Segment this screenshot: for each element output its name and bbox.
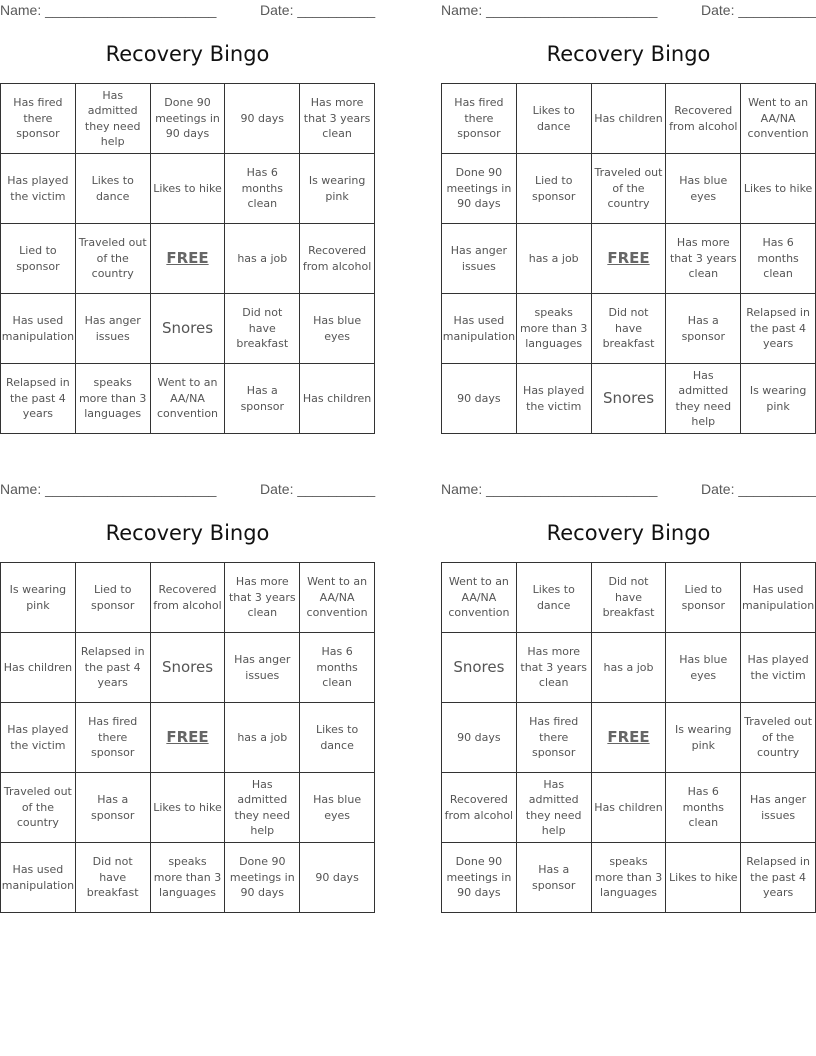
bingo-cell: Has 6 months clean <box>741 224 816 294</box>
bingo-cell: Is wearing pink <box>666 703 741 773</box>
bingo-cell: Has a sponsor <box>76 773 151 843</box>
bingo-cell: Traveled out of the country <box>592 154 667 224</box>
bingo-cell: Went to an AA/NA convention <box>442 563 517 633</box>
name-date-line <box>0 2 375 20</box>
bingo-cell: Has played the victim <box>517 364 592 434</box>
bingo-cell: Has anger issues <box>442 224 517 294</box>
bingo-cell: Traveled out of the country <box>741 703 816 773</box>
bingo-cell: Went to an AA/NA convention <box>151 364 226 434</box>
bingo-cell: Done 90 meetings in 90 days <box>225 843 300 913</box>
bingo-cell: Likes to hike <box>151 773 226 843</box>
bingo-cell: Has more that 3 years clean <box>225 563 300 633</box>
date-field-label: Date: __________ <box>260 2 376 18</box>
name-field-label: Name: ______________________ <box>441 2 658 18</box>
bingo-grid <box>0 83 375 434</box>
free-space: FREE <box>592 703 667 773</box>
bingo-cell: Has used manipulation <box>1 843 76 913</box>
bingo-cell: Did not have breakfast <box>592 563 667 633</box>
bingo-cell: Done 90 meetings in 90 days <box>151 84 226 154</box>
bingo-cell: Has children <box>592 84 667 154</box>
bingo-cell: Has admitted they need help <box>666 364 741 434</box>
bingo-cell: Has children <box>300 364 375 434</box>
bingo-cell: Has used manipulation <box>1 294 76 364</box>
bingo-cell: Has fired there sponsor <box>442 84 517 154</box>
bingo-cell: speaks more than 3 languages <box>151 843 226 913</box>
bingo-card-4 <box>441 479 816 913</box>
free-space: FREE <box>592 224 667 294</box>
bingo-cell: Lied to sponsor <box>1 224 76 294</box>
bingo-cell: Has more that 3 years clean <box>517 633 592 703</box>
bingo-cell: Recovered from alcohol <box>442 773 517 843</box>
bingo-cell: Has children <box>592 773 667 843</box>
bingo-cell: Has played the victim <box>1 154 76 224</box>
card-title: Recovery Bingo <box>105 521 270 545</box>
bingo-grid <box>441 562 816 913</box>
bingo-cell: Has a sponsor <box>225 364 300 434</box>
bingo-card-3 <box>0 479 375 913</box>
bingo-cell: Has blue eyes <box>300 773 375 843</box>
bingo-cell: Has 6 months clean <box>666 773 741 843</box>
bingo-cell: Went to an AA/NA convention <box>300 563 375 633</box>
bingo-cell: Has blue eyes <box>666 154 741 224</box>
bingo-cell: Recovered from alcohol <box>300 224 375 294</box>
card-title: Recovery Bingo <box>105 42 270 66</box>
bingo-cell: Is wearing pink <box>300 154 375 224</box>
bingo-cell: Traveled out of the country <box>1 773 76 843</box>
name-date-line <box>441 481 816 499</box>
bingo-cell: Has fired there sponsor <box>517 703 592 773</box>
bingo-cell: Has a sponsor <box>666 294 741 364</box>
bingo-cell: Has fired there sponsor <box>76 703 151 773</box>
bingo-cell: Likes to dance <box>300 703 375 773</box>
name-date-line <box>441 2 816 20</box>
card-title: Recovery Bingo <box>546 42 711 66</box>
bingo-cell: Has used manipulation <box>741 563 816 633</box>
bingo-cell: Likes to hike <box>741 154 816 224</box>
bingo-cell: Done 90 meetings in 90 days <box>442 154 517 224</box>
bingo-cell: Traveled out of the country <box>76 224 151 294</box>
bingo-cell: Has anger issues <box>76 294 151 364</box>
bingo-cell: Likes to dance <box>76 154 151 224</box>
bingo-cell: Recovered from alcohol <box>666 84 741 154</box>
bingo-cell: has a job <box>517 224 592 294</box>
bingo-cell: Has fired there sponsor <box>1 84 76 154</box>
free-space: FREE <box>151 224 226 294</box>
bingo-cell: speaks more than 3 languages <box>76 364 151 434</box>
bingo-cell: has a job <box>225 703 300 773</box>
bingo-cell: Has 6 months clean <box>300 633 375 703</box>
bingo-cell: speaks more than 3 languages <box>592 843 667 913</box>
bingo-cell: Snores <box>442 633 517 703</box>
bingo-cell: Has blue eyes <box>666 633 741 703</box>
bingo-cell: Lied to sponsor <box>76 563 151 633</box>
bingo-cell: Went to an AA/NA convention <box>741 84 816 154</box>
date-field-label: Date: __________ <box>701 481 816 497</box>
date-field-label: Date: __________ <box>701 2 816 18</box>
bingo-cell: Snores <box>151 294 226 364</box>
bingo-cell: Lied to sponsor <box>666 563 741 633</box>
free-space: FREE <box>151 703 226 773</box>
bingo-cell: Relapsed in the past 4 years <box>1 364 76 434</box>
bingo-cell: Has more that 3 years clean <box>666 224 741 294</box>
bingo-cell: Likes to dance <box>517 563 592 633</box>
bingo-cell: Relapsed in the past 4 years <box>76 633 151 703</box>
bingo-cell: 90 days <box>300 843 375 913</box>
bingo-cell: Has anger issues <box>741 773 816 843</box>
bingo-cell: 90 days <box>442 703 517 773</box>
bingo-cell: Has used manipulation <box>442 294 517 364</box>
bingo-grid <box>0 562 375 913</box>
bingo-cell: Has anger issues <box>225 633 300 703</box>
bingo-cell: Relapsed in the past 4 years <box>741 294 816 364</box>
bingo-grid <box>441 83 816 434</box>
bingo-cell: Snores <box>592 364 667 434</box>
bingo-cell: Likes to hike <box>151 154 226 224</box>
bingo-cell: 90 days <box>225 84 300 154</box>
bingo-card-2 <box>441 0 816 434</box>
bingo-cell: Has children <box>1 633 76 703</box>
name-date-line <box>0 481 375 499</box>
bingo-cell: Likes to dance <box>517 84 592 154</box>
bingo-cell: Has blue eyes <box>300 294 375 364</box>
name-field-label: Name: ______________________ <box>0 481 217 497</box>
bingo-cell: speaks more than 3 languages <box>517 294 592 364</box>
bingo-cell: Snores <box>151 633 226 703</box>
bingo-cell: has a job <box>592 633 667 703</box>
bingo-cell: has a job <box>225 224 300 294</box>
bingo-cell: Has played the victim <box>741 633 816 703</box>
card-title: Recovery Bingo <box>546 521 711 545</box>
bingo-cell: Has admitted they need help <box>76 84 151 154</box>
bingo-cell: Lied to sponsor <box>517 154 592 224</box>
bingo-cell: Has a sponsor <box>517 843 592 913</box>
bingo-cell: Has more that 3 years clean <box>300 84 375 154</box>
bingo-cell: Relapsed in the past 4 years <box>741 843 816 913</box>
name-field-label: Name: ______________________ <box>441 481 658 497</box>
bingo-cell: Likes to hike <box>666 843 741 913</box>
bingo-cell: Has played the victim <box>1 703 76 773</box>
bingo-cell: Done 90 meetings in 90 days <box>442 843 517 913</box>
name-field-label: Name: ______________________ <box>0 2 217 18</box>
bingo-cell: Did not have breakfast <box>225 294 300 364</box>
bingo-cell: Is wearing pink <box>1 563 76 633</box>
bingo-card-1 <box>0 0 375 434</box>
bingo-cell: Did not have breakfast <box>592 294 667 364</box>
bingo-cell: Recovered from alcohol <box>151 563 226 633</box>
bingo-cell: Has 6 months clean <box>225 154 300 224</box>
bingo-cell: 90 days <box>442 364 517 434</box>
date-field-label: Date: __________ <box>260 481 376 497</box>
bingo-cell: Is wearing pink <box>741 364 816 434</box>
bingo-cell: Did not have breakfast <box>76 843 151 913</box>
bingo-cell: Has admitted they need help <box>517 773 592 843</box>
bingo-cell: Has admitted they need help <box>225 773 300 843</box>
